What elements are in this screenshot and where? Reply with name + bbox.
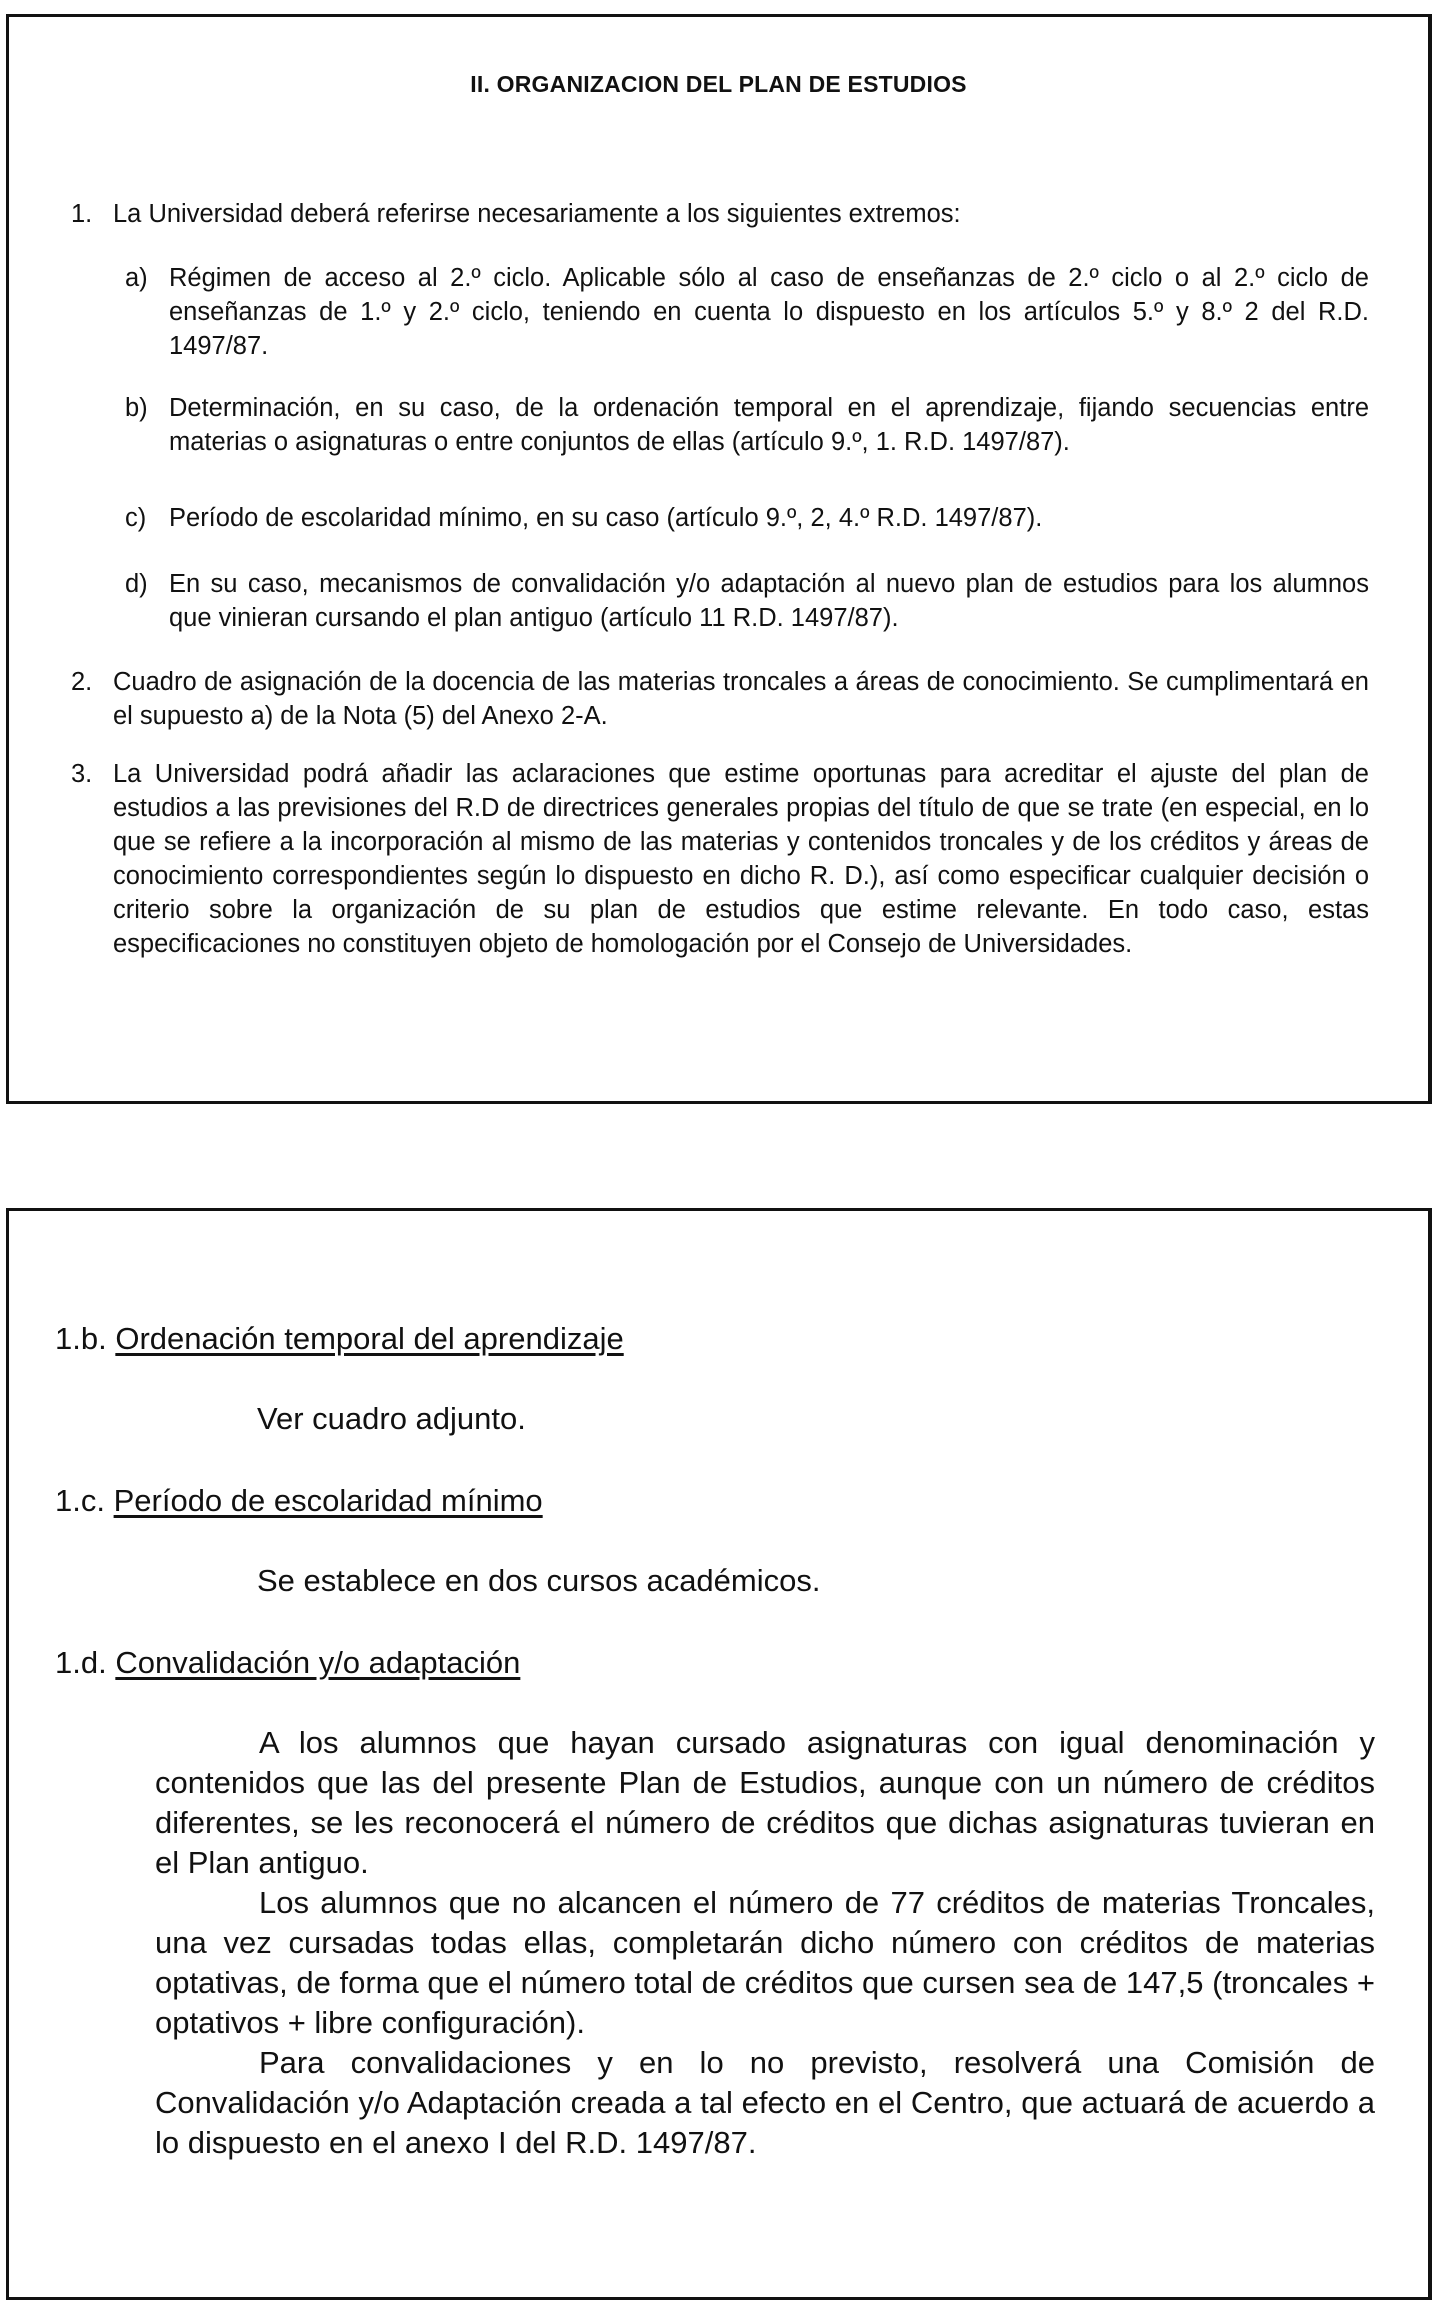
text-1c: Se establece en dos cursos académicos. (257, 1563, 821, 1598)
heading-1c-title: Período de escolaridad mínimo (113, 1483, 543, 1518)
item-b-text: Determinación, en su caso, de la ordenación temporal en el aprendizaje, fijando secuencias entre materias o asignaturas o entre conjuntos de ellas (artículo 9.º, 1. R.D. 1497/87). (169, 394, 1369, 456)
heading-1d-title: Convalidación y/o adaptación (115, 1645, 521, 1680)
item-a-label: a) (125, 264, 148, 292)
item-c-text: Período de escolaridad mínimo, en su caso (artículo 9.º, 2, 4.º R.D. 1497/87). (169, 504, 1043, 532)
heading-1d-number: 1.d. (55, 1645, 107, 1680)
heading-1c (55, 1481, 543, 1521)
paragraph-3: Para convalidaciones y en lo no previsto, resolverá una Comisión de Convalidación y/o Adaptación creada a tal efecto en el Centro, que actuará de acuerdo a lo dispuesto en el anexo I del R.D. 1497/87. (155, 2045, 1375, 2160)
item-3-number: 3. (71, 760, 93, 788)
plan-details-box (6, 1208, 1432, 2300)
item-3-text: La Universidad podrá añadir las aclaraciones que estime oportunas para acreditar el ajuste del plan de estudios a las previsiones del R.D de directrices generales propias del título de que se trate (en especial, en lo que se refiere a la incorporación al mismo de las materias y contenidos troncales y de los créditos y áreas de conocimiento correspondientes según lo dispuesto en dicho R. D.), así como especificar cualquier decisión o criterio sobre la organización de su plan de estudios que estime relevante. En todo caso, estas especificaciones no constituyen objeto de homologación por el Consejo de Universidades. (113, 760, 1369, 958)
paragraph-1: A los alumnos que hayan cursado asignaturas con igual denominación y contenidos que las del presente Plan de Estudios, aunque con un número de créditos diferentes, se les reconocerá el número de créditos que dichas asignaturas tuvieran en el Plan antiguo. (155, 1725, 1375, 1880)
paragraph-2: Los alumnos que no alcancen el número de 77 créditos de materias Troncales, una vez cursadas todas ellas, completarán dicho número con créditos de materias optativas, de forma que el número total de créditos que cursen sea de 147,5 (troncales + optativos + libre configuración). (155, 1885, 1375, 2040)
item-d-text: En su caso, mecanismos de convalidación y/o adaptación al nuevo plan de estudios para los alumnos que vinieran cursando el plan antiguo (artículo 11 R.D. 1497/87). (169, 570, 1369, 632)
heading-1d (55, 1643, 520, 1683)
heading-1b-number: 1.b. (55, 1321, 107, 1356)
heading-1c-number: 1.c. (55, 1483, 105, 1518)
text-1b: Ver cuadro adjunto. (257, 1401, 526, 1436)
item-c-label: c) (125, 504, 147, 532)
item-a-text: Régimen de acceso al 2.º ciclo. Aplicable sólo al caso de enseñanzas de 2.º ciclo o al 2.º ciclo de enseñanzas de 1.º y 2.º ciclo, teniendo en cuenta lo dispuesto en los artículos 5.º y 8.º 2 del R.D. 1497/87. (169, 264, 1369, 360)
heading-1b (55, 1319, 624, 1359)
item-1-text: La Universidad deberá referirse necesariamente a los siguientes extremos: (113, 200, 961, 228)
organization-section-box (6, 14, 1432, 1104)
section-title: II. ORGANIZACION DEL PLAN DE ESTUDIOS (470, 71, 967, 97)
item-b-label: b) (125, 394, 148, 422)
heading-1b-title: Ordenación temporal del aprendizaje (115, 1321, 624, 1356)
item-1-number: 1. (71, 200, 93, 228)
item-2-number: 2. (71, 668, 93, 696)
item-d-label: d) (125, 570, 148, 598)
item-2-text: Cuadro de asignación de la docencia de las materias troncales a áreas de conocimiento. Se cumplimentará en el supuesto a) de la Nota (5) del Anexo 2-A. (113, 668, 1369, 730)
